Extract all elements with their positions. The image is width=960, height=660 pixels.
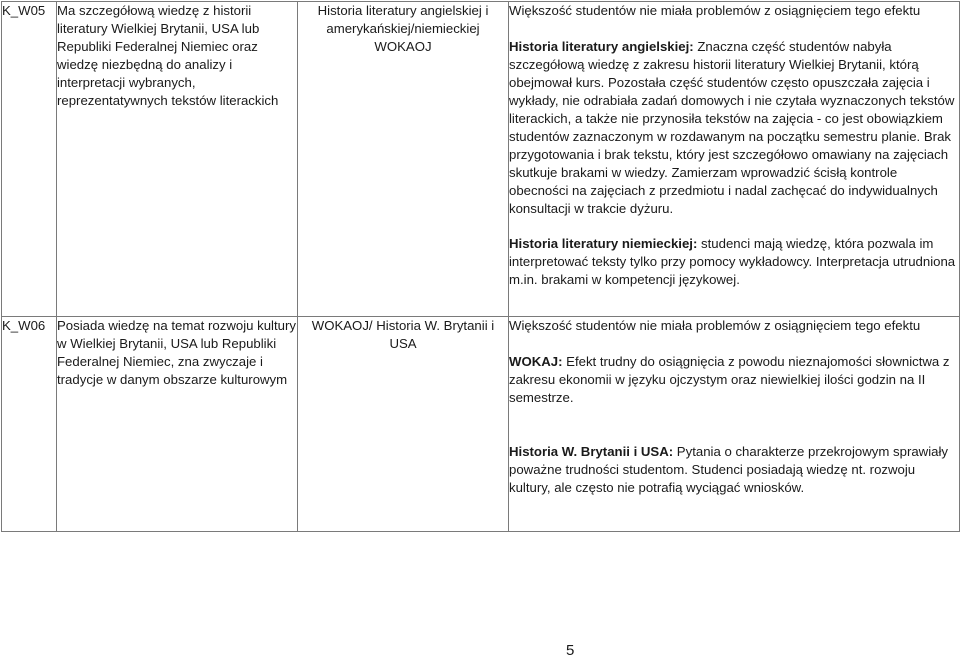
assessment-paragraph	[509, 235, 959, 289]
assessment-paragraph	[509, 38, 959, 218]
assessment-paragraph	[509, 443, 959, 497]
paragraph-label: Historia literatury angielskiej:	[509, 39, 694, 54]
page-number: 5	[566, 642, 575, 659]
table-row	[2, 2, 960, 317]
effect-code: K_W05	[2, 2, 57, 317]
paragraph-text: Efekt trudny do osiągnięcia z powodu nieznajomości słownictwa z zakresu ekonomii w języku ojczystym oraz niewielkiej ilości godzin na II semestrze.	[509, 354, 950, 405]
paragraph-label: Historia literatury niemieckiej:	[509, 236, 698, 251]
assessment-summary: Większość studentów nie miała problemów z osiągnięciem tego efektu	[509, 3, 921, 18]
course-name: Historia literatury angielskiej i amerykańskiej/niemieckiej WOKAOJ	[298, 2, 509, 317]
effect-description: Ma szczegółową wiedzę z historii literatury Wielkiej Brytanii, USA lub Republiki Federalnej Niemiec oraz wiedzę niezbędną do analizy i interpretacji wybranych, reprezentatywnych tekstów literackich	[57, 2, 298, 317]
paragraph-text: Znaczna część studentów nabyła szczegółową wiedzę z zakresu historii literatury Wielkiej Brytanii, którą obejmował kurs. Pozostała część studentów często opuszczała zajęcia i wykłady, nie odrabiała zadań domowych i nie czytała wyznaczonych tekstów literackich, a także nie przynosiła tekstów na zajęcia - co jest obowiązkiem studentów zaznaczonym w rozdawanym na początku semestru planie. Brak przygotowania i brak tekstu, który jest szczegółowo omawiany na zajęciach skutkuje brakami w wiedzy. Zamierzam wprowadzić ścisłą kontrole obecności na zajęciach z przedmiotu i nadal zachęcać do indywidualnych konsultacji w trakcie dyżuru.	[509, 39, 955, 216]
paragraph-text: studenci mają wiedzę, która pozwala im interpretować teksty tylko przy pomocy wykładowcy. Interpretacja utrudniona m.in. brakami w kompetencji językowej.	[509, 236, 956, 287]
assessment-paragraph	[509, 353, 959, 407]
paragraph-text: Pytania o charakterze przekrojowym sprawiały poważne trudności studentom. Studenci posiadają wiedzę nt. rozwoju kultury, ale często nie potrafią wyciągać wniosków.	[509, 444, 948, 495]
effect-assessment	[509, 2, 960, 317]
table-row	[2, 317, 960, 532]
assessment-summary: Większość studentów nie miała problemów z osiągnięciem tego efektu	[509, 318, 921, 333]
paragraph-label: Historia W. Brytanii i USA:	[509, 444, 674, 459]
paragraph-label: WOKAJ:	[509, 354, 563, 369]
course-name: WOKAOJ/ Historia W. Brytanii i USA	[298, 317, 509, 532]
effects-table	[1, 1, 960, 532]
effect-description: Posiada wiedzę na temat rozwoju kultury w Wielkiej Brytanii, USA lub Republiki Federalnej Niemiec, zna zwyczaje i tradycje w danym obszarze kulturowym	[57, 317, 298, 532]
effect-assessment	[509, 317, 960, 532]
effect-code: K_W06	[2, 317, 57, 532]
